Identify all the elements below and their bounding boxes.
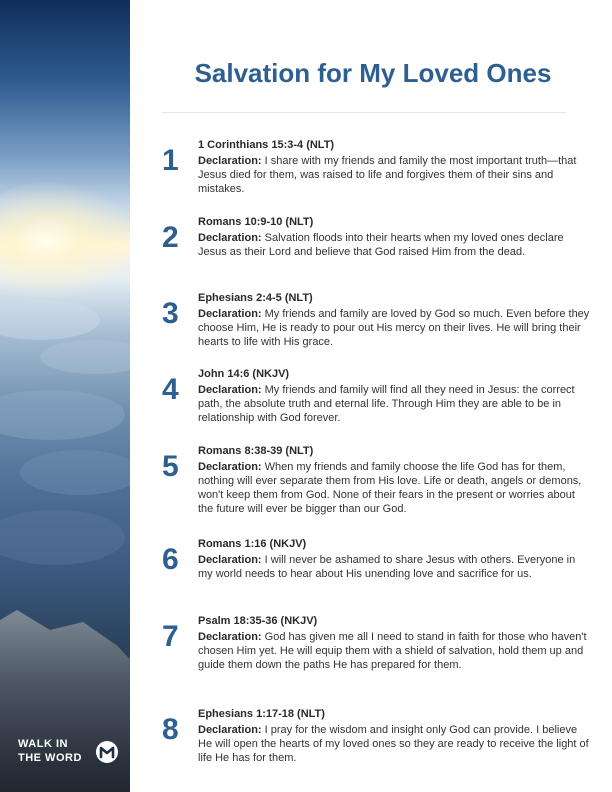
declaration-body: I will never be ashamed to share Jesus with others. Everyone in my world needs to hear about His unending love and sacrifice for us. — [198, 554, 576, 580]
scripture-reference: Ephesians 1:17-18 (NLT) — [198, 708, 325, 720]
scripture-reference: Psalm 18:35-36 (NKJV) — [198, 615, 318, 627]
declaration-label: Declaration: — [198, 554, 262, 566]
declaration-body: My friends and family are loved by God so much. Even before they choose Him, He is ready to pour out His mercy on their lives. He will bring their hearts to life with His grace. — [198, 308, 590, 348]
declaration-body: My friends and family will find all they need in Jesus: the correct path, the absolute truth and eternal life. Through Him they are able to be in relationship with God forever. — [198, 384, 575, 424]
declaration-label: Declaration: — [198, 155, 262, 167]
scripture-reference: Romans 8:38-39 (NLT) — [198, 445, 314, 457]
declaration-label: Declaration: — [198, 724, 262, 736]
item-number: 1 — [162, 144, 179, 177]
item-number: 8 — [162, 713, 179, 746]
cloud — [0, 300, 100, 340]
declaration-body: When my friends and family choose the life God has for them, nothing will ever separate them from His love. Life or death, angels or demons, won't keep them from God. None of their fears in the present or worries about the future will ever be bigger than our God. — [198, 461, 582, 515]
declaration-text — [198, 307, 592, 349]
declaration-text — [198, 553, 592, 581]
item-number: 3 — [162, 297, 179, 330]
declaration-body: I pray for the wisdom and insight only God can provide. I believe He will open the hearts of my loved ones so they are ready to receive the light of life He has for them. — [198, 724, 589, 764]
declaration-text — [198, 630, 592, 672]
cloud — [40, 340, 130, 374]
scripture-reference: John 14:6 (NKJV) — [198, 368, 290, 380]
item-number: 5 — [162, 450, 179, 483]
sidebar-photo — [0, 0, 130, 792]
sun-glow — [0, 180, 130, 300]
item-number: 6 — [162, 543, 179, 576]
item-number: 2 — [162, 221, 179, 254]
scripture-reference: Ephesians 2:4-5 (NLT) — [198, 292, 313, 304]
declaration-body: Salvation floods into their hearts when my loved ones declare Jesus as their Lord and believe that God raised Him from the dead. — [198, 232, 564, 258]
declaration-text — [198, 723, 592, 765]
item-number: 4 — [162, 373, 179, 406]
declaration-label: Declaration: — [198, 384, 262, 396]
cloud — [0, 390, 125, 440]
logo-line-2: THE WORD — [18, 752, 82, 764]
declaration-label: Declaration: — [198, 232, 262, 244]
walk-in-the-word-logo — [18, 737, 118, 767]
declaration-body: God has given me all I need to stand in faith for those who haven't chosen Him yet. He will equip them with a shield of salvation, hold them up and guide them down the paths He has prepared for them. — [198, 631, 587, 671]
cloud — [0, 510, 125, 565]
declaration-label: Declaration: — [198, 631, 262, 643]
logo-mark-icon — [96, 741, 118, 763]
declaration-text — [198, 460, 592, 516]
declaration-label: Declaration: — [198, 308, 262, 320]
declaration-text — [198, 383, 592, 425]
scripture-reference: Romans 1:16 (NKJV) — [198, 538, 307, 550]
page-title: Salvation for My Loved Ones — [194, 58, 552, 88]
declaration-text — [198, 231, 592, 259]
scripture-reference: 1 Corinthians 15:3-4 (NLT) — [198, 139, 335, 151]
logo-line-1: WALK IN — [18, 738, 68, 750]
item-number: 7 — [162, 620, 179, 653]
title-divider — [162, 112, 566, 113]
scripture-reference: Romans 10:9-10 (NLT) — [198, 216, 314, 228]
declaration-label: Declaration: — [198, 461, 262, 473]
cloud — [20, 450, 130, 495]
declaration-body: I share with my friends and family the most important truth—that Jesus died for them, was raised to life and forgives them of their sins and mistakes. — [198, 155, 577, 195]
declaration-text — [198, 154, 592, 196]
